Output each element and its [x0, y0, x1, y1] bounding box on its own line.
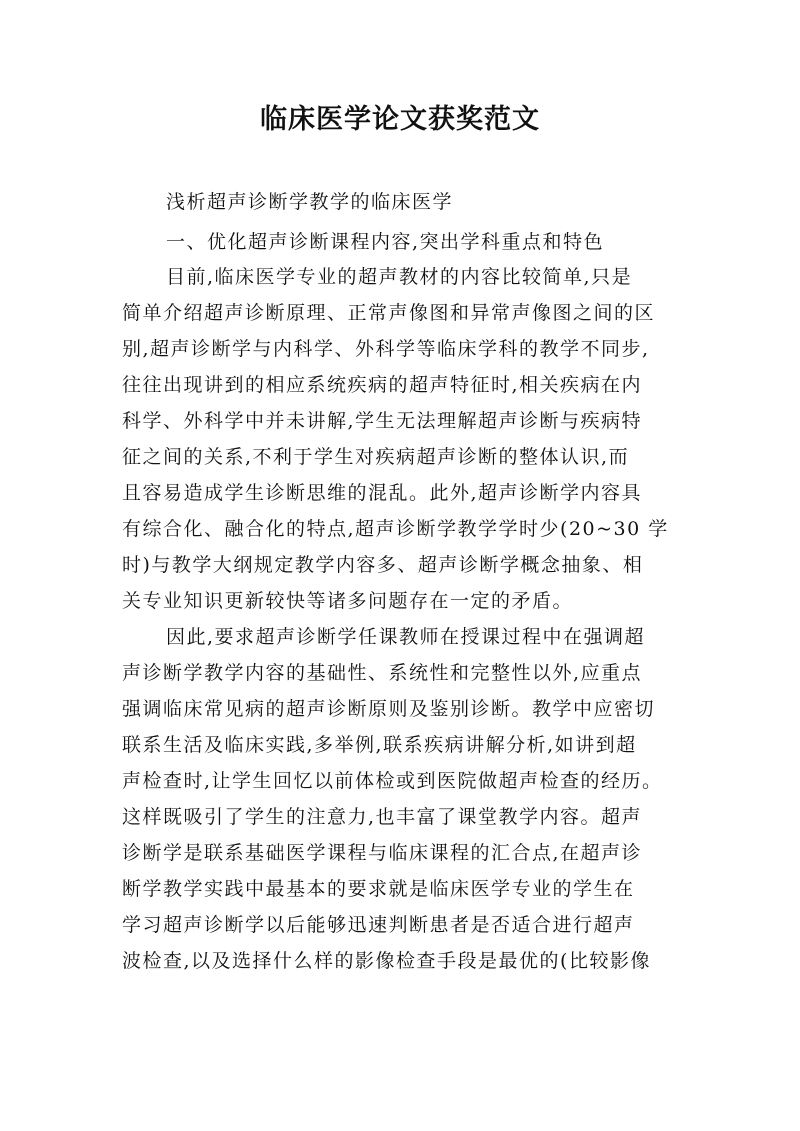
article-subtitle: 浅析超声诊断学教学的临床医学: [166, 191, 454, 213]
paragraph-line: 断学教学实践中最基本的要求就是临床医学专业的学生在: [122, 878, 635, 900]
paragraph-line: 科学、外科学中并未讲解,学生无法理解超声诊断与疾病特: [122, 410, 643, 432]
paragraph-line: 这样既吸引了学生的注意力,也丰富了课堂教学内容。超声: [122, 806, 643, 828]
paragraph-line: 有综合化、融合化的特点,超声诊断学教学学时少(20~30 学: [122, 518, 669, 540]
paragraph-line: 波检查,以及选择什么样的影像检查手段是最优的(比较影像: [122, 950, 651, 972]
paragraph-line: 简单介绍超声诊断原理、正常声像图和异常声像图之间的区: [122, 302, 656, 324]
paragraph-line: 时)与教学大纲规定教学内容多、超声诊断学概念抽象、相: [122, 554, 644, 576]
paragraph-line: 联系生活及临床实践,多举例,联系疾病讲解分析,如讲到超: [122, 734, 637, 756]
section-heading: 一、优化超声诊断课程内容,突出学科重点和特色: [166, 231, 605, 253]
paragraph-line: 且容易造成学生诊断思维的混乱。此外,超声诊断学内容具: [122, 482, 643, 504]
paragraph-line: 关专业知识更新较快等诸多问题存在一定的矛盾。: [122, 590, 574, 612]
paragraph-line: 往往出现讲到的相应系统疾病的超声特征时,相关疾病在内: [122, 374, 643, 396]
paragraph-line: 征之间的关系,不利于学生对疾病超声诊断的整体认识,而: [122, 446, 630, 468]
paragraph-line: 学习超声诊断学以后能够迅速判断患者是否适合进行超声: [122, 914, 635, 936]
paragraph-line: 强调临床常见病的超声诊断原则及鉴别诊断。教学中应密切: [122, 698, 656, 720]
paragraph-line: 别,超声诊断学与内科学、外科学等临床学科的教学不同步,: [122, 338, 650, 360]
paragraph-line: 声检查时,让学生回忆以前体检或到医院做超声检查的经历。: [122, 770, 663, 792]
paragraph-line: 诊断学是联系基础医学课程与临床课程的汇合点,在超声诊: [122, 842, 643, 864]
document-title: 临床医学论文获奖范文: [260, 104, 540, 135]
paragraph-line: 因此,要求超声诊断学任课教师在授课过程中在强调超: [166, 626, 646, 648]
paragraph-line: 声诊断学教学内容的基础性、系统性和完整性以外,应重点: [122, 662, 643, 684]
paragraph-line: 目前,临床医学专业的超声教材的内容比较简单,只是: [166, 266, 633, 288]
